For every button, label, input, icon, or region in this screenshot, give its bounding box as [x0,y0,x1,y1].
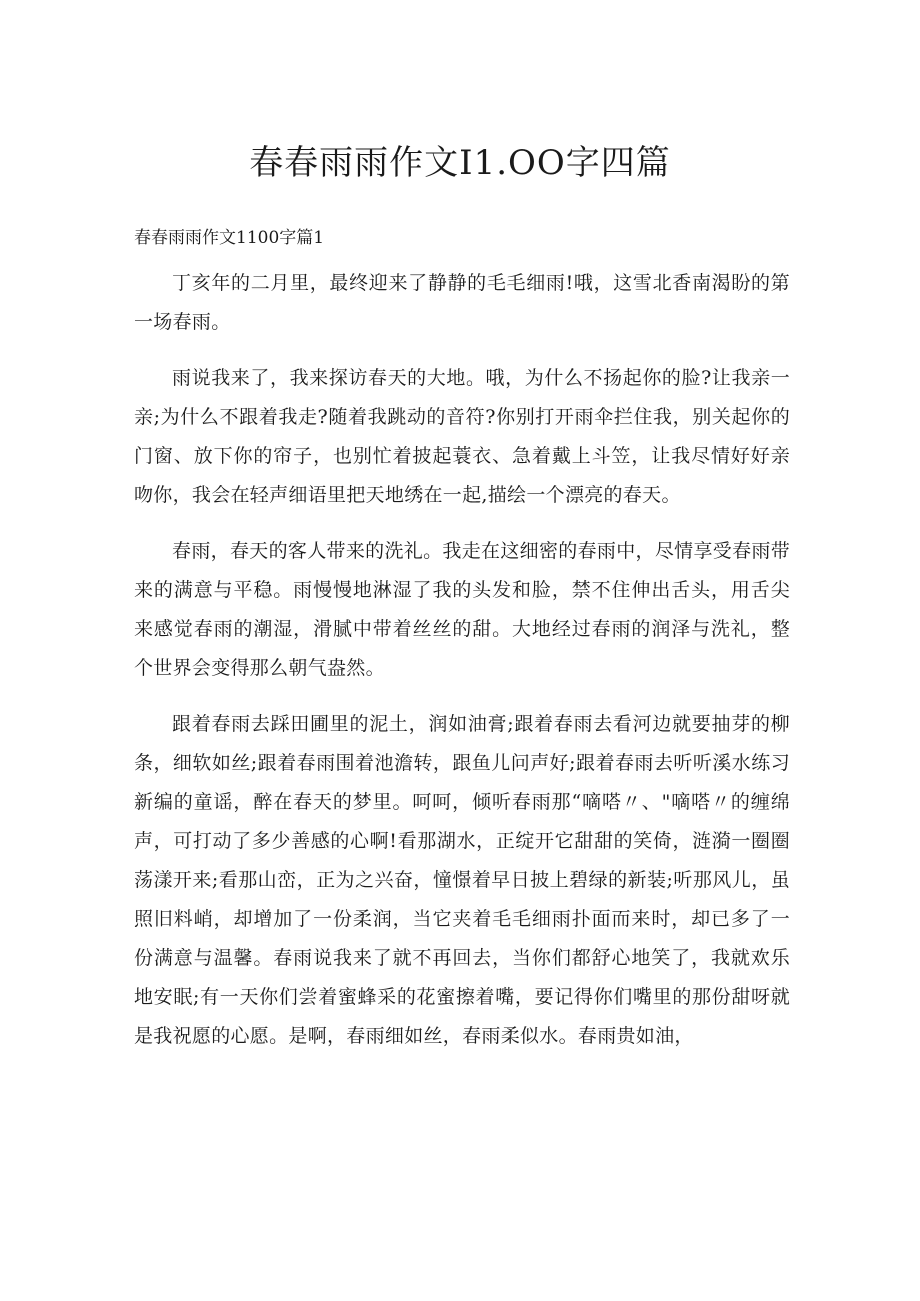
paragraph-3: 春雨，春天的客人带来的洗礼。我走在这细密的春雨中，尽情享受春雨带来的满意与平稳。雨慢慢地淋湿了我的头发和脸，禁不住伸出舌头，用舌尖来感觉春雨的潮湿，滑腻中带着丝丝的甜。大地经过春雨的润泽与洗礼，整个世界会变得那么朝气盎然。 [134,540,790,679]
document-title: 春春雨雨作文I1.OO字四篇 [249,143,671,183]
section-heading: 春春雨雨作文1100字篇1 [134,228,325,248]
paragraph-2: 雨说我来了，我来探访春天的大地。哦，为什么不扬起你的脸?让我亲一亲;为什么不跟着我走?随着我跳动的音符?你别打开雨伞拦住我，别关起你的门窗、放下你的帘子，也别忙着披起蓑衣、急着戴上斗笠，让我尽情好好亲吻你，我会在轻声细语里把天地绣在一起,描绘一个漂亮的春天。 [134,367,790,506]
paragraph-1: 丁亥年的二月里，最终迎来了静静的毛毛细雨!哦，这雪北香南渴盼的第一场春雨。 [134,272,790,333]
article-body [134,264,790,1073]
paragraph-4: 跟着春雨去踩田圃里的泥土，润如油膏;跟着春雨去看河边就要抽芽的柳条，细软如丝;跟着春雨围着池澹转，跟鱼儿问声好;跟着春雨去听听溪水练习新编的童谣，醉在春天的梦里。呵呵，倾听春雨那“嘀嗒〃、"嘀嗒〃的缠绵声，可打动了多少善感的心啊!看那湖水，正绽开它甜甜的笑倚，涟漪一圈圈荡漾开来;看那山峦，正为之兴奋，憧憬着早日披上碧绿的新装;听那风儿，虽照旧料峭，却增加了一份柔润，当它夹着毛毛细雨扑面而来时，却已多了一份满意与温馨。春雨说我来了就不再回去，当你们都舒心地笑了，我就欢乐地安眠;有一天你们尝着蜜蜂采的花蜜擦着嘴，要记得你们嘴里的那份甜呀就是我祝愿的心愿。是啊，春雨细如丝，春雨柔似水。春雨贵如油， [134,713,790,1047]
